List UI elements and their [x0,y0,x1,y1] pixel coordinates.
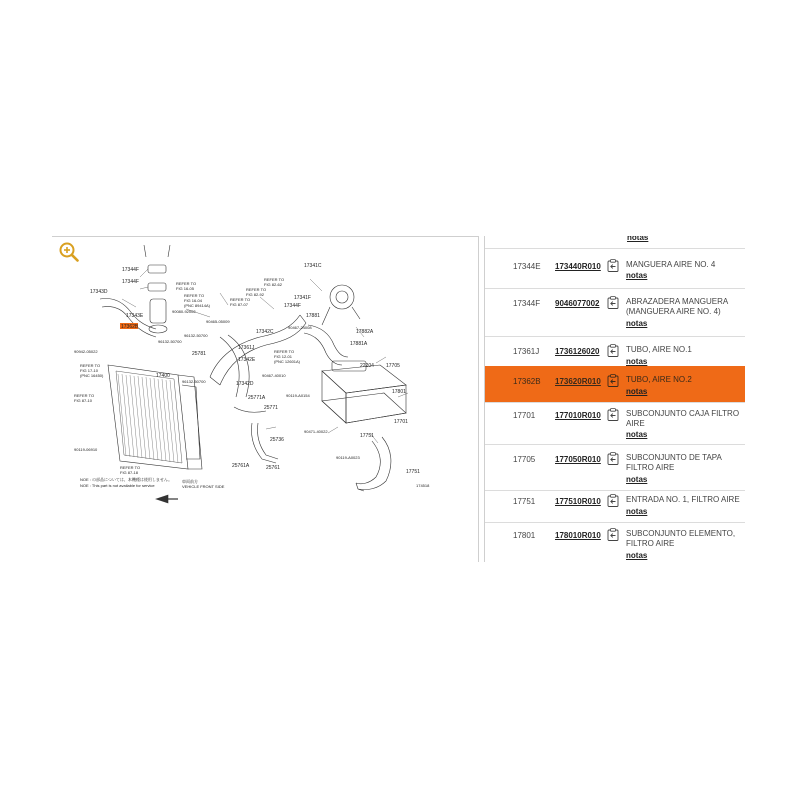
clipboard-arrow-icon[interactable] [607,296,619,309]
part-number-link[interactable]: 177510R010 [555,497,601,506]
diagram-label: REFER TO FIG 16-04 (PNC 89414A) [184,293,211,308]
clipboard-arrow-icon[interactable] [607,528,619,541]
part-row[interactable] [485,288,745,336]
diagram-label[interactable]: 17881A [350,341,368,347]
diagram-label[interactable]: 17801 [392,389,406,395]
diagram-label: REFER TO FIG 82-92 [246,287,267,297]
part-row[interactable] [485,402,745,444]
part-number-link[interactable]: 1736126020 [555,347,600,356]
diagram-label[interactable]: 17705 [386,363,400,369]
diagram-label[interactable]: 90119-A0154 [286,393,310,398]
diagram-label[interactable]: 96132-50700 [158,339,182,344]
diagram-label[interactable]: 17342E [238,357,256,363]
diagram-label[interactable]: 25761A [232,463,250,469]
diagram-label[interactable]: 25736 [270,437,284,443]
notas-link[interactable]: notas [626,387,648,396]
part-ref: 17361J [513,347,540,356]
diagram-label[interactable]: 25761 [266,465,280,471]
diagram-label: REFER TO FIG 87-10 [74,393,95,403]
diagram-note-jp: NOE : の部品については、本機種は使用しません。 [80,477,173,482]
part-number-link[interactable]: 177010R010 [555,411,601,420]
part-row[interactable] [485,490,745,522]
notas-link[interactable]: notas [626,430,648,439]
part-description: MANGUERA AIRE NO. 4 [626,260,716,269]
diagram-label[interactable]: 25771A [248,395,266,401]
part-ref: 17344F [513,299,541,308]
diagram-label: REFER TO FIG 87-07 [230,297,251,307]
notas-link[interactable]: notas [626,271,648,280]
zoom-in-icon[interactable] [58,241,80,263]
part-ref: 17801 [513,531,536,540]
clipboard-arrow-icon[interactable] [607,408,619,421]
part-row-selected[interactable] [485,366,745,402]
diagram-note-en: NOE : This part is not available for service [80,483,155,488]
part-row[interactable] [485,248,745,288]
diagram-label[interactable]: 90471-40022 [304,429,328,434]
diagram-label[interactable]: 25781 [192,351,206,357]
diagram-label[interactable]: 17751 [406,469,420,475]
diagram-label[interactable]: 25771 [264,405,278,411]
notas-link[interactable]: notas [626,551,648,560]
diagram-label[interactable]: 22204 [360,363,374,369]
diagram-label[interactable]: 17701 [394,419,408,425]
diagram-label[interactable]: 96132-50700 [182,379,206,384]
notas-link[interactable]: notas [626,357,648,366]
diagram-label[interactable]: 17341C [304,263,322,269]
diagram-code: 174518 [416,483,430,488]
part-number-link[interactable]: 173620R010 [555,377,601,386]
diagram-label-highlight[interactable]: 17362B [121,324,139,330]
diagram-label[interactable]: 17344F [284,303,301,309]
diagram-label: REFER TO FIG 12-01 (PNC 12601A) [274,349,301,364]
part-description: ENTRADA NO. 1, FILTRO AIRE [626,495,740,504]
part-ref: 17751 [513,497,536,506]
diagram-label[interactable]: 90119-A0023 [336,455,360,460]
diagram-label[interactable]: 17751 [360,433,374,439]
diagram-label[interactable]: 90942-05022 [74,349,98,354]
diagram-label[interactable]: 17881 [306,313,320,319]
diagram-label: REFER TO FIG 16-05 [176,281,197,291]
part-description: SUBCONJUNTO DE TAPA FILTRO AIRE [626,453,722,472]
diagram-label: REFER TO FIG 82-62 [264,277,285,287]
part-number-link[interactable]: 178010R010 [555,531,601,540]
diagram-label[interactable]: 17343E [126,313,144,319]
part-row[interactable] [485,444,745,490]
diagram-panel [52,236,479,562]
part-ref: 17344E [513,262,541,271]
intercooler-core [108,365,188,469]
diagram-label: REFER TO FIG 87-18 [120,465,141,475]
part-description: SUBCONJUNTO ELEMENTO, FILTRO AIRE [626,529,736,548]
vehicle-front-label: 車両前方 VEHICLE FRONT SIDE [182,479,225,489]
part-ref: 17701 [513,411,536,420]
part-ref: 17362B [513,377,541,386]
clipboard-arrow-icon[interactable] [607,344,619,357]
part-ref: 17705 [513,455,536,464]
clipboard-arrow-icon[interactable] [607,259,619,272]
notas-link[interactable]: notas [626,475,648,484]
diagram-label[interactable]: 17344F [122,279,139,285]
diagram-label[interactable]: 17341F [294,295,311,301]
diagram-label[interactable]: 17343D [90,289,108,295]
part-description: SUBCONJUNTO CAJA FILTRO AIRE [626,409,740,428]
notas-link[interactable]: notas [626,319,648,328]
diagram-label[interactable]: 17882A [356,329,374,335]
clipboard-arrow-icon[interactable] [607,494,619,507]
diagram-label[interactable]: 96132-50700 [184,333,208,338]
notas-link[interactable]: notas [626,507,648,516]
clipboard-arrow-icon[interactable] [607,452,619,465]
diagram-label[interactable]: 17400 [156,373,170,379]
parts-catalog-frame [52,236,746,562]
diagram-label[interactable]: 90465-05009 [206,319,230,324]
parts-list [484,236,746,562]
diagram-label: REFER TO FIG 17-10 (PNC 16450) [80,363,104,378]
clipboard-arrow-icon[interactable] [607,374,619,387]
part-description: TUBO, AIRE NO.1 [626,345,692,354]
diagram-label[interactable]: 90080-92002 [172,309,196,314]
exploded-parts-diagram[interactable] [60,237,470,562]
diagram-label[interactable]: 17344F [122,267,139,273]
diagram-label[interactable]: 17342D [236,381,254,387]
part-row[interactable] [485,522,745,562]
part-number-link[interactable]: 9046077002 [555,299,600,308]
part-description: ABRAZADERA MANGUERA (MANGUERA AIRE NO. 4) [626,297,728,316]
diagram-label[interactable]: 90467-40010 [262,373,286,378]
diagram-label[interactable]: 90467-24008 [288,325,312,330]
notas-link[interactable]: notas [627,236,649,242]
diagram-label[interactable]: 90119-06910 [74,447,98,452]
part-description: TUBO, AIRE NO.2 [626,375,692,384]
diagram-label[interactable]: 17342C [256,329,274,335]
diagram-label[interactable]: 17361J [238,345,255,351]
part-number-link[interactable]: 177050R010 [555,455,601,464]
part-number-link[interactable]: 173440R010 [555,262,601,271]
